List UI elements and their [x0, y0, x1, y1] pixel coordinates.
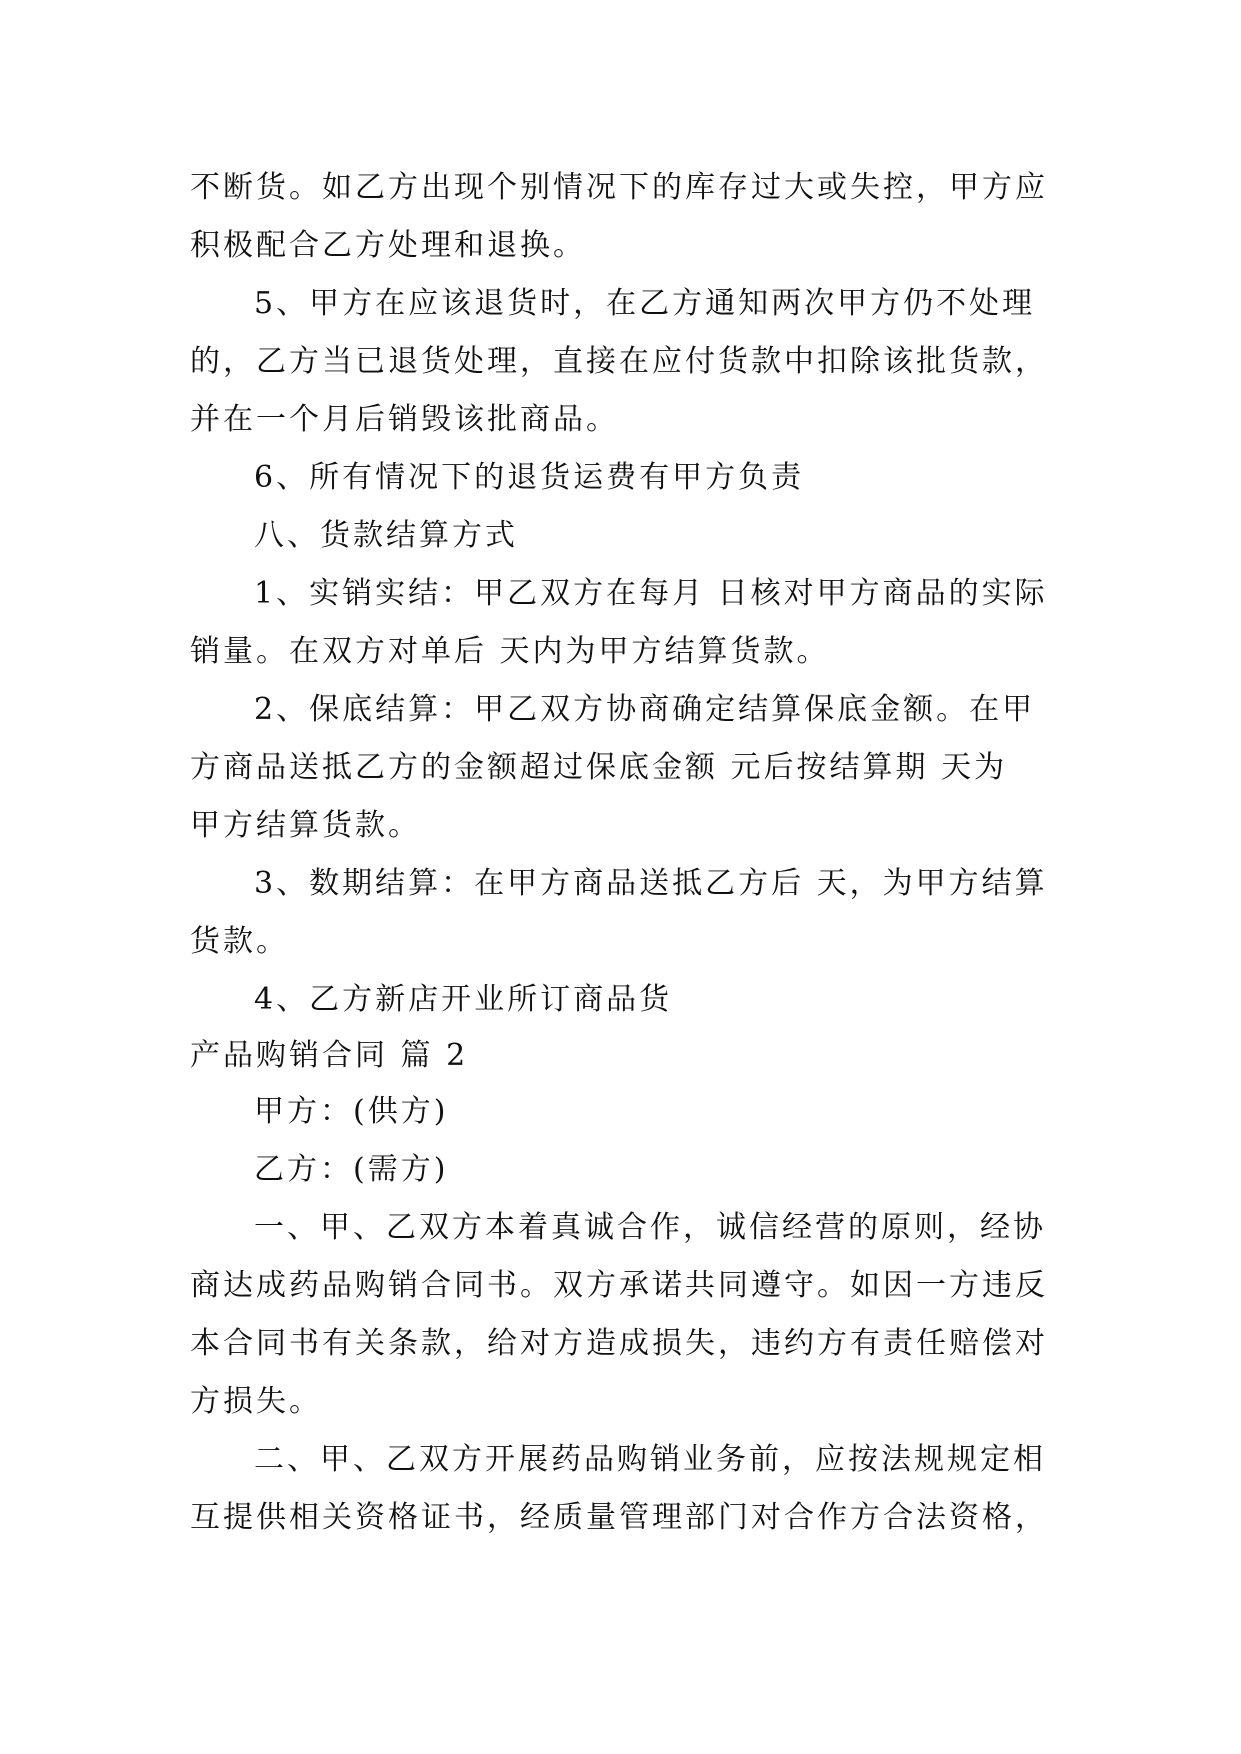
- section-heading: 八、货款结算方式: [254, 518, 518, 553]
- text-line: 货款。: [190, 924, 289, 959]
- text-line: 3、数期结算：在甲方商品送抵乙方后 天，为甲方结算: [254, 866, 1048, 901]
- party-b-line: 乙方：(需方): [254, 1152, 449, 1187]
- text-line: 1、实销实结：甲乙双方在每月 日核对甲方商品的实际: [254, 576, 1048, 611]
- text-line: 甲方结算货款。: [190, 808, 421, 843]
- text-line: 不断货。如乙方出现个别情况下的库存过大或失控，甲方应: [190, 170, 1048, 205]
- text-line: 并在一个月后销毁该批商品。: [190, 402, 619, 437]
- contract-title: 产品购销合同 篇 2: [190, 1038, 469, 1073]
- text-line: 互提供相关资格证书，经质量管理部门对合作方合法资格，: [190, 1500, 1048, 1535]
- text-line: 的，乙方当已退货处理，直接在应付货款中扣除该批货款，: [190, 344, 1048, 379]
- text-line: 积极配合乙方处理和退换。: [190, 228, 586, 263]
- text-line: 6、所有情况下的退货运费有甲方负责: [254, 460, 805, 495]
- text-line: 销量。在双方对单后 天内为甲方结算货款。: [190, 634, 830, 669]
- text-line: 本合同书有关条款，给对方造成损失，违约方有责任赔偿对: [190, 1326, 1048, 1361]
- text-line: 方损失。: [190, 1384, 322, 1419]
- text-line: 一、甲、乙双方本着真诚合作，诚信经营的原则，经协: [254, 1210, 1046, 1245]
- text-line: 商达成药品购销合同书。双方承诺共同遵守。如因一方违反: [190, 1268, 1048, 1303]
- text-line: 2、保底结算：甲乙双方协商确定结算保底金额。在甲: [254, 692, 1036, 727]
- text-line: 方商品送抵乙方的金额超过保底金额 元后按结算期 天为: [190, 750, 1008, 785]
- party-a-line: 甲方：(供方): [254, 1094, 449, 1129]
- text-line: 4、乙方新店开业所订商品货: [254, 982, 673, 1017]
- text-line: 二、甲、乙双方开展药品购销业务前，应按法规规定相: [254, 1442, 1046, 1477]
- text-line: 5、甲方在应该退货时，在乙方通知两次甲方仍不处理: [254, 286, 1036, 321]
